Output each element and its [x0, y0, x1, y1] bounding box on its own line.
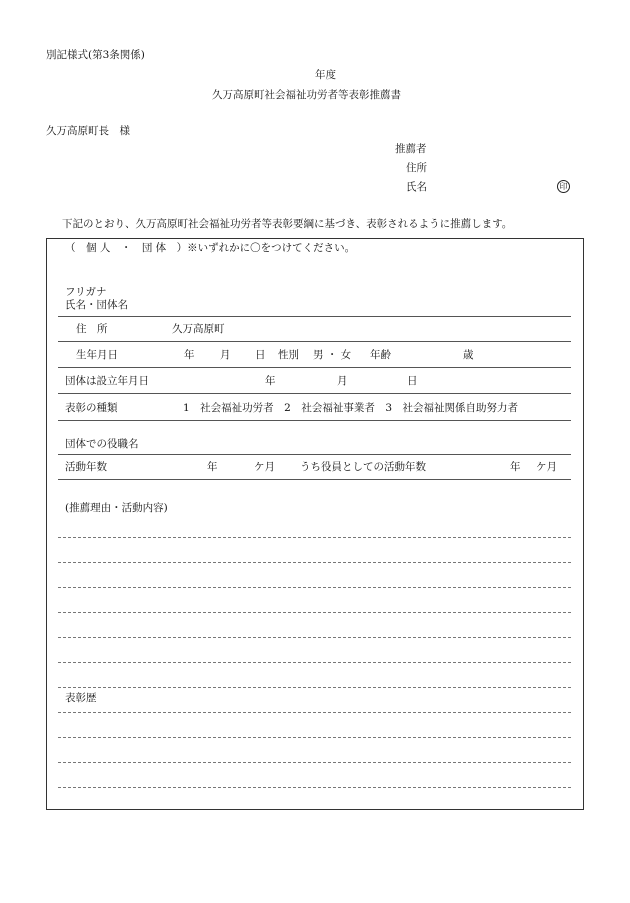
group-established-label: 団体は設立年月日	[65, 375, 149, 387]
officer-years-label: うち役員としての活動年数	[300, 461, 426, 473]
age-unit[interactable]: 歳	[463, 349, 474, 361]
form-box	[46, 238, 584, 810]
intro-text: 下記のとおり、久万高原町社会福祉功労者等表彰要綱に基づき、表彰されるように推薦します。	[62, 218, 513, 230]
reason-line[interactable]	[58, 587, 571, 588]
seal-mark: 印	[557, 180, 570, 193]
reason-line[interactable]	[58, 662, 571, 663]
type-selection-row[interactable]: （ 個 人 ・ 団 体 ）※いずれかに〇をつけてください。	[65, 242, 356, 254]
history-line[interactable]	[58, 762, 571, 763]
reason-line[interactable]	[58, 637, 571, 638]
reason-line[interactable]	[58, 562, 571, 563]
activity-line	[58, 479, 571, 480]
form-reference: 別記様式(第3条関係)	[46, 49, 145, 61]
history-line[interactable]	[58, 737, 571, 738]
gender-options[interactable]: 男 ・ 女	[313, 349, 352, 361]
award-type-label: 表彰の種類	[65, 402, 118, 414]
activity-years-label: 活動年数	[65, 461, 107, 473]
address-line	[58, 341, 571, 342]
name-line[interactable]	[58, 316, 571, 317]
award-type-line	[58, 420, 571, 421]
reason-label: (推薦理由・活動内容)	[65, 502, 168, 514]
dob-year[interactable]: 年	[184, 349, 195, 361]
reason-line[interactable]	[58, 687, 571, 688]
recommender-heading: 推薦者	[395, 143, 427, 155]
group-role-line[interactable]	[58, 454, 571, 455]
history-label: 表彰歴	[65, 692, 97, 704]
reason-line[interactable]	[58, 612, 571, 613]
address-label: 住 所	[76, 323, 108, 335]
reason-line[interactable]	[58, 537, 571, 538]
group-role-label: 団体での役職名	[65, 438, 139, 450]
gender-label: 性別	[278, 349, 299, 361]
dob-line	[58, 367, 571, 368]
address-value[interactable]: 久万高原町	[172, 323, 225, 335]
est-month[interactable]: 月	[337, 375, 348, 387]
established-line	[58, 393, 571, 394]
dob-day[interactable]: 日	[255, 349, 266, 361]
document-title: 久万高原町社会福祉功労者等表彰推薦書	[212, 89, 401, 101]
officer-month-unit[interactable]: ケ月	[536, 461, 557, 473]
award-type-options[interactable]: 1 社会福祉功労者 2 社会福祉事業者 3 社会福祉関係自助努力者	[183, 402, 519, 414]
est-day[interactable]: 日	[407, 375, 418, 387]
recommender-address-label: 住所	[406, 162, 427, 174]
age-label: 年齢	[370, 349, 391, 361]
est-year[interactable]: 年	[265, 375, 276, 387]
dob-month[interactable]: 月	[220, 349, 231, 361]
officer-year-unit[interactable]: 年	[510, 461, 521, 473]
dob-label: 生年月日	[76, 349, 118, 361]
history-line[interactable]	[58, 712, 571, 713]
addressee: 久万高原町長 様	[46, 125, 130, 137]
name-label: 氏名・団体名	[65, 299, 128, 311]
recommender-name-label: 氏名	[406, 181, 427, 193]
activity-year-unit[interactable]: 年	[207, 461, 218, 473]
history-line[interactable]	[58, 787, 571, 788]
activity-month-unit[interactable]: ケ月	[254, 461, 275, 473]
furigana-label: フリガナ	[65, 286, 107, 298]
year-label: 年度	[315, 69, 336, 81]
